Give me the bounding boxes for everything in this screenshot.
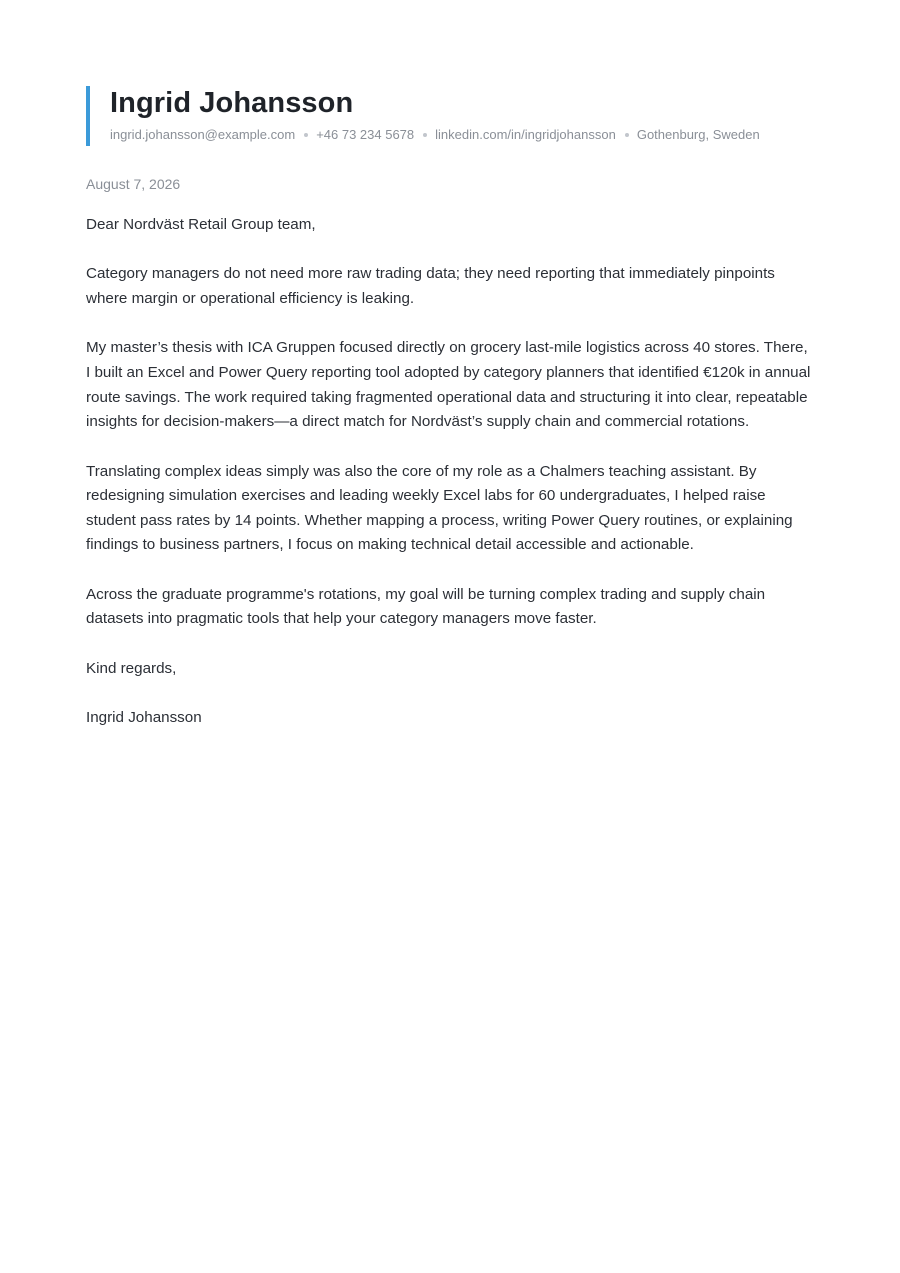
contact-email: ingrid.johansson@example.com <box>110 127 296 142</box>
body-paragraph: Across the graduate programme's rotations, my goal will be turning complex trading and supply chain datasets into pragmatic tools that help your category managers move faster. <box>86 585 766 628</box>
body-paragraph: My master’s thesis with ICA Gruppen focused directly on grocery last-mile logistics across 40 stores. There, I built an Excel and Power Query reporting tool adopted by category planners that identified €120k in annual route savings. The work required taking fragmented operational data and structuring it into clear, repeatable insights for decision-makers—a direct match for Nordväst’s supply chain and commercial rotations. <box>86 339 811 431</box>
letter-date: August 7, 2026 <box>86 176 181 192</box>
applicant-name: Ingrid Johansson <box>110 87 354 119</box>
separator-dot-icon <box>625 133 629 137</box>
contact-phone: +46 73 234 5678 <box>316 127 415 142</box>
salutation: Dear Nordväst Retail Group team, <box>86 216 316 233</box>
body-paragraph: Translating complex ideas simply was also the core of my role as a Chalmers teaching assistant. By redesigning simulation exercises and leading weekly Excel labs for 60 undergraduates, I helped raise student pass rates by 14 points. Whether mapping a process, writing Power Query routines, or explaining findings to business partners, I focus on making technical detail accessible and actionable. <box>86 462 793 554</box>
separator-dot-icon <box>304 133 308 137</box>
contact-line <box>110 127 816 143</box>
letter-header <box>86 86 816 146</box>
body-paragraph: Category managers do not need more raw trading data; they need reporting that immediately pinpoints where margin or operational efficiency is leaking. <box>86 265 775 307</box>
contact-linkedin: linkedin.com/in/ingridjohansson <box>435 127 616 142</box>
separator-dot-icon <box>423 133 427 137</box>
signature: Ingrid Johansson <box>86 709 202 727</box>
letter-body <box>86 213 816 731</box>
cover-letter-page <box>86 86 816 755</box>
closing: Kind regards, <box>86 659 177 677</box>
contact-location: Gothenburg, Sweden <box>636 127 760 142</box>
